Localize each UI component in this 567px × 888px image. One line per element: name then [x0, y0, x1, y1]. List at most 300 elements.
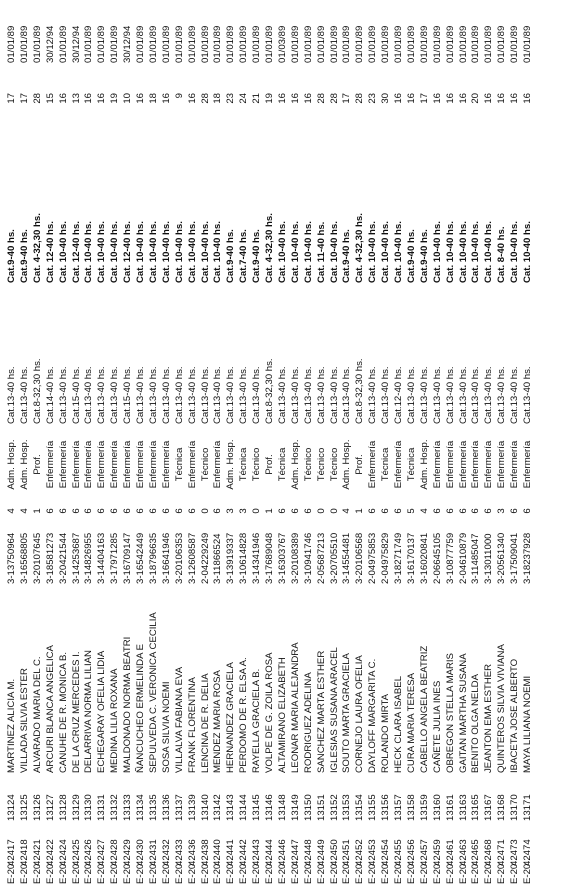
- employee-name-cell: RODRIGUEZ ADELINA: [302, 672, 314, 773]
- file-number-cell: 13133: [122, 794, 134, 821]
- id-number-cell: 3-14253687: [70, 532, 82, 584]
- file-number-cell: 13140: [199, 794, 211, 821]
- id-number-cell: 3-16020841: [418, 532, 430, 584]
- category-cell: 6: [522, 508, 533, 514]
- table-row: [71, 0, 83, 888]
- id-number-cell: 3-16542449: [135, 532, 146, 584]
- seniority-cell: 17: [418, 93, 430, 104]
- date-cell: 01/01/89: [509, 25, 521, 63]
- employee-name-cell: HECK CLARA ISABEL: [393, 675, 404, 773]
- schedule-cell: Cat.13-40 hs.: [405, 366, 417, 424]
- id-number-cell: 3-14341946: [251, 532, 263, 584]
- employee-number-cell: 42422: [44, 839, 56, 866]
- function-cell: Enfermería: [83, 440, 95, 489]
- date-cell: 01/01/89: [225, 25, 237, 63]
- file-number-cell: 13132: [109, 794, 121, 821]
- function-cell: Enfermería: [186, 440, 198, 489]
- id-number-cell: 3-14826955: [83, 532, 95, 584]
- seniority-cell: 18: [212, 93, 224, 104]
- table-row: [83, 0, 95, 888]
- table-row: [341, 0, 353, 888]
- new-schedule-cell: Cat. 10-40 hs.: [380, 221, 392, 283]
- category-cell: 0: [199, 508, 211, 514]
- table-row: [109, 0, 121, 888]
- file-number-cell: 13143: [225, 794, 237, 821]
- file-number-cell: 13146: [264, 794, 275, 821]
- area-cell: E-20: [160, 863, 172, 884]
- schedule-cell: Cat.13-40 hs.: [109, 366, 121, 424]
- table-row: [238, 0, 250, 888]
- file-number-cell: 13168: [496, 794, 508, 821]
- function-cell: Prof.: [354, 454, 366, 475]
- employee-name-cell: ÑANCUCHEO ERMELINDA E: [135, 643, 146, 773]
- area-cell: E-20: [367, 863, 379, 884]
- table-row: [393, 0, 405, 888]
- area-cell: E-20: [431, 863, 443, 884]
- category-cell: 4: [6, 508, 17, 514]
- file-number-cell: 13167: [483, 794, 495, 821]
- table-row: [174, 0, 186, 888]
- new-schedule-cell: Cat. 10-40 hs.: [276, 221, 288, 283]
- id-number-cell: 3-10941746: [302, 532, 314, 584]
- employee-number-cell: 42451: [341, 839, 353, 866]
- employee-number-cell: 42457: [418, 839, 430, 866]
- employee-number-cell: 42438: [199, 839, 211, 866]
- category-cell: 6: [83, 508, 95, 514]
- date-cell: 01/01/89: [380, 25, 392, 63]
- employee-number-cell: 42474: [522, 839, 533, 866]
- employee-number-cell: 42455: [393, 839, 404, 866]
- employee-number-cell: 42444: [264, 839, 275, 866]
- function-cell: Adm. Hosp.: [418, 439, 430, 490]
- employee-number-cell: 42430: [135, 839, 146, 866]
- schedule-cell: Cat.14-40 hs.: [44, 366, 56, 424]
- category-cell: 4: [418, 508, 430, 514]
- schedule-cell: Cat.13-40 hs.: [315, 366, 327, 424]
- new-schedule-cell: Cat. 10-40 hs.: [173, 221, 185, 283]
- id-number-cell: 3-16568805: [18, 532, 30, 584]
- area-cell: E-20: [276, 863, 288, 884]
- table-row: [212, 0, 224, 888]
- employee-name-cell: DELARRIVA NORMA LILIAN: [83, 650, 95, 773]
- table-row: [58, 0, 70, 888]
- area-cell: E-20: [341, 863, 353, 884]
- id-number-cell: 3-18796635: [147, 532, 159, 584]
- id-number-cell: 3-13919337: [225, 532, 237, 584]
- function-cell: Adm. Hosp.: [18, 439, 30, 490]
- file-number-cell: 13155: [367, 794, 379, 821]
- seniority-cell: 17: [18, 93, 30, 104]
- date-cell: 01/01/89: [135, 25, 146, 63]
- new-schedule-cell: Cat.9-40 hs.: [18, 229, 30, 283]
- schedule-cell: Cat.13-40 hs.: [431, 366, 443, 424]
- function-cell: Enfermería: [457, 440, 469, 489]
- area-cell: E-20: [509, 863, 521, 884]
- category-cell: 6: [367, 508, 379, 514]
- category-cell: 0: [315, 508, 327, 514]
- file-number-cell: 13135: [147, 794, 159, 821]
- schedule-cell: Cat.8-32,30 hs.: [264, 358, 275, 424]
- new-schedule-cell: Cat. 12-40 hs.: [70, 221, 82, 283]
- area-cell: E-20: [354, 863, 366, 884]
- function-cell: Adm. Hosp.: [341, 439, 353, 490]
- employee-number-cell: 42429: [122, 839, 134, 866]
- id-number-cell: 3-20421544: [57, 532, 69, 584]
- file-number-cell: 13157: [393, 794, 404, 821]
- function-cell: Enfermería: [160, 440, 172, 489]
- category-cell: 1: [264, 508, 275, 514]
- employee-number-cell: 42461: [444, 839, 456, 866]
- area-cell: E-20: [31, 863, 43, 884]
- employee-name-cell: DE LA CRUZ MERCEDES I.: [70, 651, 82, 773]
- seniority-cell: 16: [509, 93, 521, 104]
- date-cell: 01/01/89: [457, 25, 469, 63]
- new-schedule-cell: Cat. 10-40 hs.: [509, 221, 521, 283]
- table-row: [406, 0, 418, 888]
- employee-number-cell: 42465: [470, 839, 482, 866]
- table-row: [122, 0, 134, 888]
- table-row: [135, 0, 147, 888]
- file-number-cell: 13160: [431, 794, 443, 821]
- employee-number-cell: 42428: [109, 839, 121, 866]
- id-number-cell: 2-04975829: [380, 532, 392, 584]
- id-number-cell: 3-13011000: [483, 533, 495, 584]
- date-cell: 01/01/89: [199, 25, 211, 63]
- file-number-cell: 13149: [289, 794, 301, 821]
- seniority-cell: 16: [135, 93, 146, 104]
- table-row: [6, 0, 18, 888]
- schedule-cell: Cat.13-40 hs.: [57, 366, 69, 424]
- area-cell: E-20: [96, 863, 108, 884]
- new-schedule-cell: Cat.9-40 hs.: [251, 229, 263, 283]
- new-schedule-cell: Cat. 10-40 hs.: [483, 221, 495, 283]
- new-schedule-cell: Cat. 10-40 hs.: [302, 221, 314, 283]
- seniority-cell: 16: [83, 93, 95, 104]
- seniority-cell: 16: [276, 93, 288, 104]
- area-cell: E-20: [212, 863, 224, 884]
- table-row: [329, 0, 341, 888]
- id-number-cell: 3-10614828: [238, 532, 250, 584]
- date-cell: 01/01/89: [57, 25, 69, 63]
- function-cell: Técnica: [276, 447, 288, 482]
- employee-number-cell: 42468: [483, 839, 495, 866]
- seniority-cell: 19: [109, 93, 121, 104]
- seniority-cell: 28: [315, 93, 327, 104]
- category-cell: 6: [444, 508, 456, 514]
- id-number-cell: 3-14554481: [341, 532, 353, 584]
- id-number-cell: 3-13750964: [6, 532, 17, 584]
- category-cell: 6: [173, 508, 185, 514]
- seniority-cell: 28: [328, 93, 340, 104]
- schedule-cell: Cat.13-40 hs.: [509, 366, 521, 424]
- table-row: [458, 0, 470, 888]
- new-schedule-cell: Cat. 10-40 hs.: [186, 221, 198, 283]
- employee-number-cell: 42471: [496, 839, 508, 866]
- employee-number-cell: 42431: [147, 839, 159, 866]
- schedule-cell: Cat.13-40 hs.: [251, 366, 263, 424]
- seniority-cell: 21: [251, 93, 263, 104]
- function-cell: Enfermería: [135, 440, 146, 489]
- seniority-cell: 15: [44, 93, 56, 104]
- employee-number-cell: 42433: [173, 839, 185, 866]
- seniority-cell: 16: [457, 93, 469, 104]
- area-cell: E-20: [18, 863, 30, 884]
- file-number-cell: 13127: [44, 794, 56, 821]
- category-cell: 4: [18, 508, 30, 514]
- file-number-cell: 13134: [135, 794, 146, 821]
- function-cell: Enfermería: [212, 440, 224, 489]
- id-number-cell: 3-12608587: [186, 532, 198, 584]
- file-number-cell: 13161: [444, 794, 456, 821]
- area-cell: E-20: [380, 863, 392, 884]
- date-cell: 01/01/89: [264, 25, 275, 63]
- area-cell: E-20: [251, 863, 263, 884]
- employee-number-cell: 42463: [457, 839, 469, 866]
- category-cell: 6: [470, 508, 482, 514]
- function-cell: Enfermería: [496, 440, 508, 489]
- employee-name-cell: MAYA LILIANA NOEMI: [522, 675, 533, 773]
- id-number-cell: 3-10877759: [444, 532, 456, 584]
- function-cell: Adm. Hosp.: [289, 439, 301, 490]
- table-row: [290, 0, 302, 888]
- id-number-cell: 3-20106353: [173, 532, 185, 584]
- employee-name-cell: CABELLO ANGELA BEATRIZ: [418, 645, 430, 773]
- id-number-cell: 3-11866524: [212, 533, 224, 584]
- area-cell: E-20: [238, 863, 250, 884]
- function-cell: Enfermería: [470, 440, 482, 489]
- file-number-cell: 13171: [522, 794, 533, 821]
- file-number-cell: 13154: [354, 794, 366, 821]
- area-cell: E-20: [496, 863, 508, 884]
- date-cell: 01/01/89: [18, 25, 30, 63]
- date-cell: 01/01/89: [302, 25, 314, 63]
- employee-name-cell: SOSA SILVIA NOEMI: [160, 681, 172, 773]
- new-schedule-cell: Cat. 10-40 hs.: [328, 221, 340, 283]
- employee-name-cell: LEONAR MARIA ALEJANDRA: [289, 642, 301, 773]
- area-cell: E-20: [328, 863, 340, 884]
- table-row: [470, 0, 482, 888]
- date-cell: 01/01/89: [109, 25, 121, 63]
- area-cell: E-20: [315, 863, 327, 884]
- category-cell: 1: [354, 508, 366, 514]
- employee-number-cell: 42427: [96, 839, 108, 866]
- table-row: [187, 0, 199, 888]
- employee-name-cell: ALVARADO MARIA DEL C.: [31, 656, 43, 773]
- category-cell: 6: [160, 508, 172, 514]
- category-cell: 6: [57, 508, 69, 514]
- id-number-cell: 2-04975853: [367, 532, 379, 584]
- function-cell: Enfermería: [96, 440, 108, 489]
- area-cell: E-20: [264, 863, 275, 884]
- seniority-cell: 16: [186, 93, 198, 104]
- seniority-cell: 16: [496, 93, 508, 104]
- table-row: [32, 0, 44, 888]
- employee-name-cell: HERNANDEZ GRACIELA: [225, 662, 237, 773]
- seniority-cell: 23: [367, 93, 379, 104]
- seniority-cell: 17: [6, 93, 17, 104]
- schedule-cell: Cat.13-40 hs.: [199, 366, 211, 424]
- file-number-cell: 13145: [251, 794, 263, 821]
- function-cell: Enfermería: [393, 440, 404, 489]
- employee-name-cell: MARTINEZ ALICIA M.: [6, 678, 17, 773]
- new-schedule-cell: Cat. 4-32,30 hs.: [31, 213, 43, 283]
- employee-name-cell: MALDONADO NORMA BEATRI: [122, 636, 134, 773]
- function-cell: Enfermería: [367, 440, 379, 489]
- new-schedule-cell: Cat. 10-40 hs.: [109, 221, 121, 283]
- function-cell: Enfermería: [522, 440, 533, 489]
- employee-name-cell: FRANK FLORENTINA: [186, 677, 198, 773]
- new-schedule-cell: Cat. 10-40 hs.: [444, 221, 456, 283]
- table-row: [303, 0, 315, 888]
- new-schedule-cell: Cat. 11-40 hs.: [315, 221, 327, 283]
- area-cell: E-20: [199, 863, 211, 884]
- table-row: [354, 0, 366, 888]
- employee-name-cell: CANUHE DE R. MONICA B.: [57, 651, 69, 773]
- new-schedule-cell: Cat. 4-32,30 hs.: [264, 213, 275, 283]
- employee-number-cell: 42441: [225, 839, 237, 866]
- schedule-cell: Cat.13-40 hs.: [328, 366, 340, 424]
- category-cell: 6: [70, 508, 82, 514]
- employee-name-cell: IGLESIAS SUSANA ARACEL: [328, 647, 340, 773]
- date-cell: 30/12/94: [122, 25, 134, 63]
- schedule-cell: Cat.13-40 hs.: [135, 366, 146, 424]
- seniority-cell: 10: [122, 93, 134, 104]
- category-cell: 6: [431, 508, 443, 514]
- table-row: [200, 0, 212, 888]
- employee-number-cell: 42446: [276, 839, 288, 866]
- category-cell: 6: [302, 508, 314, 514]
- seniority-cell: 16: [405, 93, 417, 104]
- table-row: [264, 0, 276, 888]
- file-number-cell: 13165: [470, 794, 482, 821]
- new-schedule-cell: Cat.9-40 hs.: [405, 229, 417, 283]
- new-schedule-cell: Cat.9-40 hs.: [418, 229, 430, 283]
- new-schedule-cell: Cat. 10-40 hs.: [522, 221, 533, 283]
- date-cell: 01/01/89: [31, 25, 43, 63]
- schedule-cell: Cat.13-40 hs.: [186, 366, 198, 424]
- seniority-cell: 16: [289, 93, 301, 104]
- date-cell: 01/01/89: [96, 25, 108, 63]
- date-cell: 01/01/89: [496, 25, 508, 63]
- area-cell: E-20: [122, 863, 134, 884]
- new-schedule-cell: Cat. 10-40 hs.: [367, 221, 379, 283]
- category-cell: 0: [328, 508, 340, 514]
- file-number-cell: 13131: [96, 794, 108, 821]
- category-cell: 1: [31, 508, 43, 514]
- employee-name-cell: VILLADA SILVIA ESTER: [18, 668, 30, 773]
- area-cell: E-20: [186, 863, 198, 884]
- seniority-cell: 16: [393, 93, 404, 104]
- date-cell: 01/01/89: [431, 25, 443, 63]
- table-row: [161, 0, 173, 888]
- new-schedule-cell: Cat. 10-40 hs.: [147, 221, 159, 283]
- id-number-cell: 2-06645105: [431, 532, 443, 584]
- employee-name-cell: ARCURI BLANCA ANGELICA: [44, 645, 56, 773]
- area-cell: E-20: [418, 863, 430, 884]
- employee-name-cell: MEDINA LILIA ROXANA: [109, 668, 121, 773]
- id-number-cell: 3-20705510: [328, 532, 340, 584]
- id-number-cell: 3-18237928: [522, 532, 533, 584]
- new-schedule-cell: Cat. 10-40 hs.: [289, 221, 301, 283]
- new-schedule-cell: Cat. 10-40 hs.: [470, 221, 482, 283]
- employee-name-cell: IBACETA JOSE ALBERTO: [509, 658, 521, 773]
- employee-name-cell: LENCINA DE R. DELIA: [199, 673, 211, 773]
- area-cell: E-20: [135, 863, 146, 884]
- function-cell: Enfermería: [444, 440, 456, 489]
- schedule-cell: Cat.13-40 hs.: [457, 366, 469, 424]
- area-cell: E-20: [522, 863, 533, 884]
- schedule-cell: Cat.13-40 hs.: [96, 366, 108, 424]
- schedule-cell: Cat.13-40 hs.: [160, 366, 172, 424]
- table-row: [432, 0, 444, 888]
- table-row: [445, 0, 457, 888]
- employee-name-cell: CURA MARIA TERESA: [405, 672, 417, 773]
- table-row: [316, 0, 328, 888]
- function-cell: Enfermería: [147, 440, 159, 489]
- date-cell: 01/01/89: [341, 25, 353, 63]
- date-cell: 01/01/89: [212, 25, 224, 63]
- file-number-cell: 13124: [6, 794, 17, 821]
- seniority-cell: 17: [341, 93, 353, 104]
- file-number-cell: 13158: [405, 794, 417, 821]
- schedule-cell: Cat.13-40 hs.: [83, 366, 95, 424]
- table-row: [522, 0, 534, 888]
- category-cell: 6: [483, 508, 495, 514]
- new-schedule-cell: Cat. 12-40 hs.: [44, 221, 56, 283]
- category-cell: 3: [238, 508, 250, 514]
- table-row: [251, 0, 263, 888]
- employee-number-cell: 42436: [186, 839, 198, 866]
- schedule-cell: Cat.13-40 hs.: [18, 366, 30, 424]
- category-cell: 6: [457, 508, 469, 514]
- employee-number-cell: 42452: [354, 839, 366, 866]
- date-cell: 01/01/89: [328, 25, 340, 63]
- employee-number-cell: 42459: [431, 839, 443, 866]
- id-number-cell: 3-17509041: [509, 532, 521, 584]
- date-cell: 01/01/89: [173, 25, 185, 63]
- employee-name-cell: ALTAMIRANO ELIZABETH: [276, 657, 288, 773]
- seniority-cell: 24: [238, 93, 250, 104]
- employee-name-cell: ECHEGARAY OFELIA LIDIA: [96, 650, 108, 773]
- schedule-cell: Cat.15-40 hs.: [70, 366, 82, 424]
- category-cell: 3: [496, 508, 508, 514]
- file-number-cell: 13163: [457, 794, 469, 821]
- date-cell: 01/01/89: [6, 25, 17, 63]
- id-number-cell: 3-17971285: [109, 532, 121, 584]
- employee-number-cell: 42448: [302, 839, 314, 866]
- employee-number-cell: 42432: [160, 839, 172, 866]
- employee-name-cell: SOUTO MARTA GRACIELA: [341, 653, 353, 773]
- category-cell: 6: [380, 508, 392, 514]
- schedule-cell: Cat.13-40 hs.: [212, 366, 224, 424]
- table-row: [277, 0, 289, 888]
- id-number-cell: 3-16303767: [276, 532, 288, 584]
- employee-number-cell: 42449: [315, 839, 327, 866]
- date-cell: 01/01/89: [251, 25, 263, 63]
- seniority-cell: 30: [380, 93, 392, 104]
- schedule-cell: Cat.8-32,30 hs.: [354, 358, 366, 424]
- file-number-cell: 13126: [31, 794, 43, 821]
- function-cell: Enfermería: [509, 440, 521, 489]
- function-cell: Técnico: [328, 447, 340, 482]
- seniority-cell: 9: [173, 93, 185, 99]
- area-cell: E-20: [444, 863, 456, 884]
- schedule-cell: Cat.13-40 hs.: [380, 366, 392, 424]
- area-cell: E-20: [147, 863, 159, 884]
- date-cell: 30/12/94: [44, 25, 56, 63]
- schedule-cell: Cat.13-40 hs.: [522, 366, 533, 424]
- table-row: [496, 0, 508, 888]
